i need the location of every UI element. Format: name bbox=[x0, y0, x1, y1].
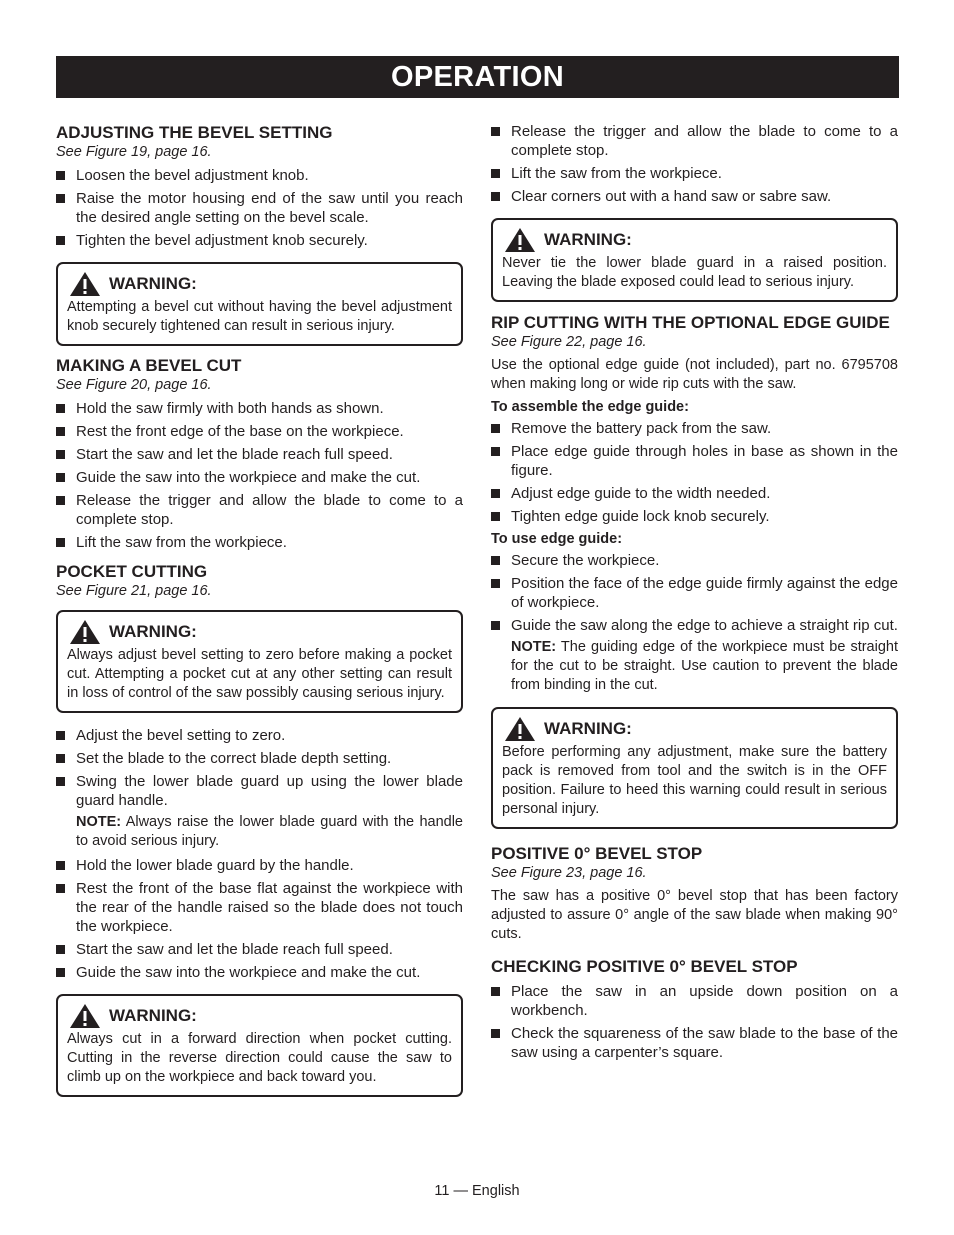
bullet-square-icon bbox=[491, 1029, 500, 1038]
warning-box bbox=[56, 262, 463, 346]
warning-text: Before performing any adjustment, make sure the battery pack is removed from tool and the switch is in the OFF position. Failure to heed this warning could result in serious personal injury. bbox=[502, 744, 887, 817]
list-item: Place edge guide through holes in base as shown in the figure. bbox=[491, 442, 898, 480]
right-column bbox=[491, 122, 898, 1066]
bullet-square-icon bbox=[56, 427, 65, 436]
bullet-square-icon bbox=[56, 404, 65, 413]
bullet-square-icon bbox=[491, 424, 500, 433]
bullet-square-icon bbox=[491, 621, 500, 630]
section-heading-rip: RIP CUTTING WITH THE OPTIONAL EDGE GUIDE bbox=[491, 313, 890, 332]
list-item: Hold the lower blade guard by the handle. bbox=[56, 856, 463, 875]
note-text: NOTE: Always raise the lower blade guard with the handle to avoid serious injury. bbox=[76, 814, 463, 849]
bullet-square-icon bbox=[491, 987, 500, 996]
list-item: Secure the workpiece. bbox=[491, 551, 898, 570]
bullet-list bbox=[56, 166, 463, 250]
section-heading-pocket: POCKET CUTTING bbox=[56, 562, 208, 581]
list-item: Guide the saw into the workpiece and make the cut. bbox=[56, 963, 463, 982]
note-text: NOTE: The guiding edge of the workpiece must be straight for the cut to be straight. Use caution to prevent the blade from binding in the cut. bbox=[511, 639, 898, 693]
warning-triangle-icon bbox=[504, 716, 536, 742]
bullet-square-icon bbox=[56, 968, 65, 977]
list-item: Raise the motor housing end of the saw until you reach the desired angle setting on the bevel scale. bbox=[56, 189, 463, 227]
bullet-square-icon bbox=[491, 489, 500, 498]
bullet-list bbox=[56, 726, 463, 810]
warning-text: Always adjust bevel setting to zero before making a pocket cut. Attempting a pocket cut at any other setting can result in loss of control of the saw possibly causing serious injury. bbox=[67, 647, 452, 701]
bullet-square-icon bbox=[56, 538, 65, 547]
bullet-square-icon bbox=[491, 579, 500, 588]
list-item: Check the squareness of the saw blade to the base of the saw using a carpenter’s square. bbox=[491, 1024, 898, 1062]
bullet-square-icon bbox=[56, 754, 65, 763]
list-item: Rest the front of the base flat against the workpiece with the rear of the handle raised so the blade does not touch the workpiece. bbox=[56, 879, 463, 936]
figure-reference: See Figure 20, page 16. bbox=[56, 377, 212, 393]
positive-paragraph: The saw has a positive 0° bevel stop that has been factory adjusted to assure 0° angle of the saw blade when making 90° cuts. bbox=[491, 888, 898, 942]
figure-reference: See Figure 22, page 16. bbox=[491, 334, 647, 350]
bullet-square-icon bbox=[56, 884, 65, 893]
list-item: Place the saw in an upside down position on a workbench. bbox=[491, 982, 898, 1020]
list-item: Tighten edge guide lock knob securely. bbox=[491, 507, 898, 526]
bullet-square-icon bbox=[56, 236, 65, 245]
list-item: Clear corners out with a hand saw or sabre saw. bbox=[491, 187, 898, 206]
list-item: Lift the saw from the workpiece. bbox=[56, 533, 463, 552]
subheading-use: To use edge guide: bbox=[491, 531, 623, 547]
section-heading-making: MAKING A BEVEL CUT bbox=[56, 356, 242, 375]
warning-box bbox=[491, 218, 898, 302]
list-item: Swing the lower blade guard up using the lower blade guard handle. bbox=[56, 772, 463, 810]
list-item: Release the trigger and allow the blade to come to a complete stop. bbox=[491, 122, 898, 160]
bullet-square-icon bbox=[56, 945, 65, 954]
list-item: Release the trigger and allow the blade to come to a complete stop. bbox=[56, 491, 463, 529]
section-heading-adjusting: ADJUSTING THE BEVEL SETTING bbox=[56, 123, 333, 142]
bullet-square-icon bbox=[491, 556, 500, 565]
list-item: Position the face of the edge guide firmly against the edge of workpiece. bbox=[491, 574, 898, 612]
list-item: Hold the saw firmly with both hands as shown. bbox=[56, 399, 463, 418]
bullet-list bbox=[491, 122, 898, 206]
warning-text: Always cut in a forward direction when pocket cutting. Cutting in the reverse direction could cause the saw to climb up on the workpiece and back toward you. bbox=[67, 1031, 452, 1085]
list-item: Rest the front edge of the base on the workpiece. bbox=[56, 422, 463, 441]
bullet-list bbox=[491, 551, 898, 635]
list-item: Loosen the bevel adjustment knob. bbox=[56, 166, 463, 185]
subheading-assemble: To assemble the edge guide: bbox=[491, 399, 689, 415]
bullet-list bbox=[56, 856, 463, 982]
list-item: Adjust the bevel setting to zero. bbox=[56, 726, 463, 745]
warning-title: WARNING: bbox=[109, 1006, 197, 1025]
list-item: Tighten the bevel adjustment knob securely. bbox=[56, 231, 463, 250]
bullet-square-icon bbox=[56, 171, 65, 180]
figure-reference: See Figure 21, page 16. bbox=[56, 583, 212, 599]
list-item: Guide the saw along the edge to achieve a straight rip cut. bbox=[491, 616, 898, 635]
warning-triangle-icon bbox=[69, 1003, 101, 1029]
warning-box bbox=[491, 707, 898, 829]
left-column bbox=[56, 122, 463, 1097]
list-item: Guide the saw into the workpiece and make the cut. bbox=[56, 468, 463, 487]
bullet-square-icon bbox=[56, 861, 65, 870]
bullet-square-icon bbox=[56, 777, 65, 786]
bullet-square-icon bbox=[491, 127, 500, 136]
figure-reference: See Figure 19, page 16. bbox=[56, 144, 212, 160]
warning-triangle-icon bbox=[504, 227, 536, 253]
warning-box bbox=[56, 610, 463, 713]
warning-text: Attempting a bevel cut without having the bevel adjustment knob securely tightened can result in serious injury. bbox=[67, 299, 452, 334]
bullet-square-icon bbox=[56, 450, 65, 459]
bullet-square-icon bbox=[56, 731, 65, 740]
page-title: OPERATION bbox=[56, 56, 899, 98]
bullet-square-icon bbox=[491, 169, 500, 178]
warning-box bbox=[56, 994, 463, 1097]
list-item: Adjust edge guide to the width needed. bbox=[491, 484, 898, 503]
bullet-list bbox=[491, 982, 898, 1062]
section-heading-checking: CHECKING POSITIVE 0° BEVEL STOP bbox=[491, 957, 798, 976]
bullet-square-icon bbox=[491, 192, 500, 201]
bullet-square-icon bbox=[491, 447, 500, 456]
bullet-square-icon bbox=[56, 473, 65, 482]
list-item: Set the blade to the correct blade depth setting. bbox=[56, 749, 463, 768]
warning-title: WARNING: bbox=[109, 274, 197, 293]
warning-title: WARNING: bbox=[544, 719, 632, 738]
bullet-square-icon bbox=[491, 512, 500, 521]
warning-title: WARNING: bbox=[109, 622, 197, 641]
intro-paragraph: Use the optional edge guide (not included), part no. 6795708 when making long or wide rip cuts with the saw. bbox=[491, 357, 898, 392]
section-heading-positive: POSITIVE 0° BEVEL STOP bbox=[491, 844, 703, 863]
page-footer: 11 — English bbox=[434, 1183, 520, 1199]
warning-triangle-icon bbox=[69, 271, 101, 297]
bullet-square-icon bbox=[56, 496, 65, 505]
figure-reference: See Figure 23, page 16. bbox=[491, 865, 647, 881]
warning-title: WARNING: bbox=[544, 230, 632, 249]
list-item: Start the saw and let the blade reach full speed. bbox=[56, 445, 463, 464]
list-item: Lift the saw from the workpiece. bbox=[491, 164, 898, 183]
list-item: Start the saw and let the blade reach full speed. bbox=[56, 940, 463, 959]
warning-text: Never tie the lower blade guard in a raised position. Leaving the blade exposed could lead to serious injury. bbox=[502, 255, 887, 290]
bullet-square-icon bbox=[56, 194, 65, 203]
warning-triangle-icon bbox=[69, 619, 101, 645]
bullet-list bbox=[491, 419, 898, 526]
list-item: Remove the battery pack from the saw. bbox=[491, 419, 898, 438]
bullet-list bbox=[56, 399, 463, 552]
